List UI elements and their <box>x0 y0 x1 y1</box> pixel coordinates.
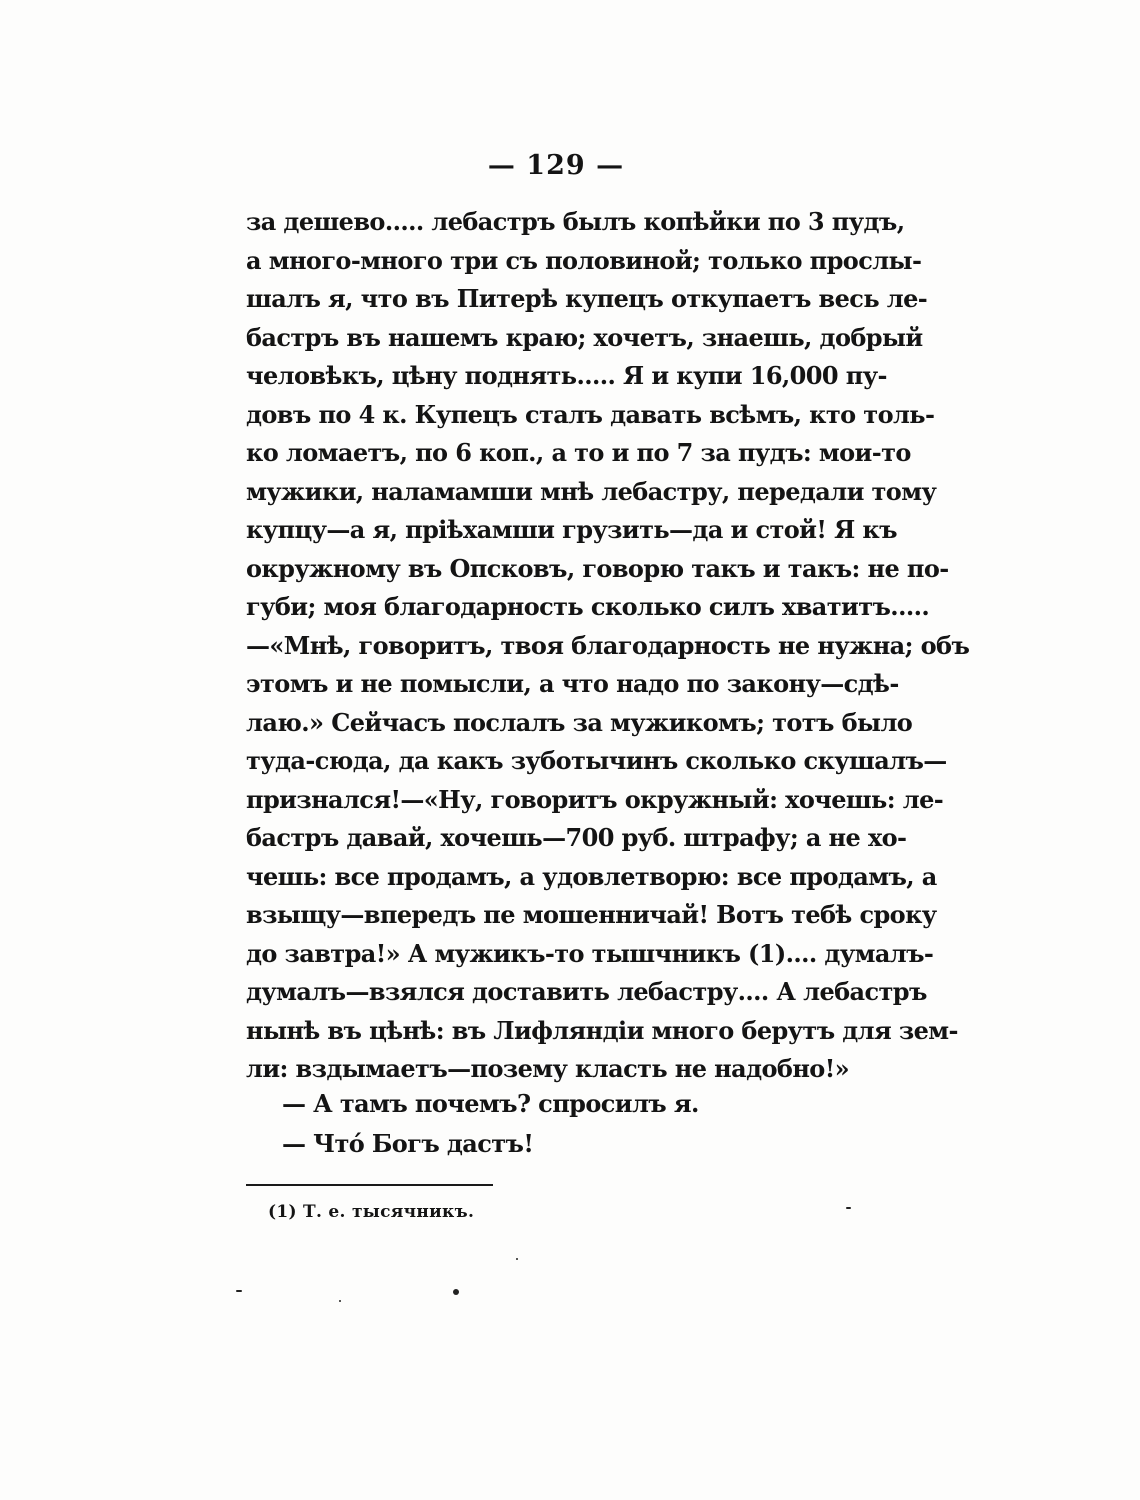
text-line: человѣкъ, цѣну поднять..... Я и купи 16,000 пу- <box>246 361 887 390</box>
text-line: мужики, наламамши мнѣ лебастру, передали тому <box>246 476 937 506</box>
text-line: шалъ я, что въ Питерѣ купецъ откупаетъ весь ле- <box>246 284 928 313</box>
page-number: — 129 — <box>487 150 625 181</box>
footnote: (1) Т. е. тысячникъ. <box>268 1202 475 1222</box>
text-line: чешь: все продамъ, а удовлетворю: все продамъ, а <box>246 861 937 891</box>
scan-speck <box>453 1289 459 1295</box>
text-line: ко ломаетъ, по 6 коп., а то и по 7 за пудъ: мои-то <box>246 438 911 467</box>
dialog-line-question: — А тамъ почемъ? спросилъ я. <box>282 1089 699 1118</box>
scan-speck <box>846 1207 851 1209</box>
dialog-line-answer: — Чтó Богъ дастъ! <box>282 1129 534 1158</box>
text-line: нынѣ въ цѣнѣ: въ Лифляндiи много берутъ для зем- <box>246 1015 958 1045</box>
text-line: туда-сюда, да какъ зуботычинъ сколько скушалъ— <box>246 746 947 775</box>
text-line: губи; моя благодарность сколько силъ хватитъ..... <box>246 592 930 621</box>
text-line: —«Мнѣ, говоритъ, твоя благодарность не нужна; объ <box>246 630 970 660</box>
text-line: до завтра!» А мужикъ-то тышчникъ (1).... думалъ- <box>246 938 934 968</box>
text-line: признался!—«Ну, говоритъ окружный: хочешь: ле- <box>246 784 944 814</box>
text-line: ли: вздымаетъ—позему класть не надобно!» <box>246 1054 850 1083</box>
text-line: окружному въ Опсковъ, говорю такъ и такъ: не по- <box>246 553 949 583</box>
body-text <box>246 203 970 1089</box>
text-line: взыщу—впередъ пе мошенничай! Вотъ тебѣ сроку <box>246 900 937 929</box>
text-line: бастръ давай, хочешь—700 руб. штрафу; а не хо- <box>246 823 907 852</box>
text-line: довъ по 4 к. Купецъ сталъ давать всѣмъ, кто толь- <box>246 399 935 429</box>
text-line: лаю.» Сейчасъ послалъ за мужикомъ; тотъ было <box>246 707 913 737</box>
footnote-divider <box>246 1184 493 1186</box>
text-line: думалъ—взялся доставить лебастру.... А лебастръ <box>246 977 927 1006</box>
scan-speck <box>339 1300 341 1302</box>
text-line: купцу—а я, прiѣхамши грузить—да и стой! Я къ <box>246 515 897 544</box>
scan-speck <box>516 1258 518 1260</box>
text-line: а много-много три съ половиной; только прослы- <box>246 245 922 275</box>
scan-speck <box>236 1290 242 1292</box>
text-line: этомъ и не помысли, а что надо по закону—сдѣ- <box>246 669 899 698</box>
text-line: бастръ въ нашемъ краю; хочетъ, знаешь, добрый <box>246 322 923 352</box>
text-line: за дешево..... лебастръ былъ копѣйки по 3 пудъ, <box>246 207 905 236</box>
